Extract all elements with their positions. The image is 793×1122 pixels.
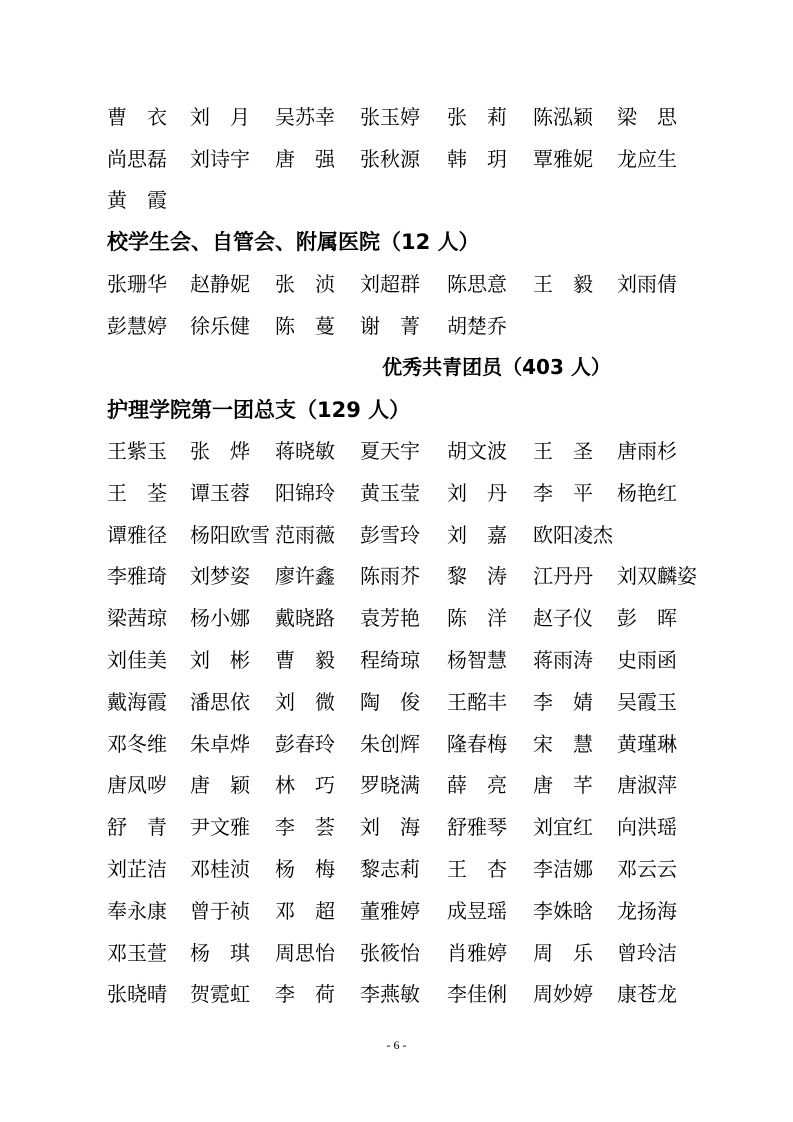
member-name: 王 毅 xyxy=(533,272,593,296)
member-name: 刘 丹 xyxy=(447,480,507,505)
member-name: 李佳俐 xyxy=(447,982,507,1007)
member-name: 李燕敏 xyxy=(360,982,420,1007)
member-name: 唐 强 xyxy=(275,146,335,171)
member-name: 蒋晓敏 xyxy=(275,439,335,463)
member-name: 张晓晴 xyxy=(107,982,167,1007)
member-name: 陶 俊 xyxy=(360,689,420,714)
member-name: 朱创辉 xyxy=(360,731,420,756)
member-name: 刘宜红 xyxy=(533,815,593,840)
member-name: 夏天宇 xyxy=(360,439,420,463)
member-name: 张玉婷 xyxy=(360,105,420,129)
member-name: 江丹丹 xyxy=(533,564,593,589)
member-name: 肖雅婷 xyxy=(447,940,507,965)
member-name: 彭雪玲 xyxy=(360,522,420,547)
member-name: 王 荃 xyxy=(107,480,167,505)
member-name: 徐乐健 xyxy=(190,313,250,338)
member-name: 杨 琪 xyxy=(190,940,250,965)
member-name: 林 巧 xyxy=(275,773,335,798)
member-name: 王紫玉 xyxy=(107,439,167,463)
member-name: 戴海霞 xyxy=(107,689,167,714)
center-title-outstanding-members: 优秀共青团员（403 人） xyxy=(382,355,611,379)
member-name: 张秋源 xyxy=(360,146,420,171)
member-name: 梁 思 xyxy=(617,105,677,129)
member-name: 杨艳红 xyxy=(617,480,677,505)
member-name: 刘 彬 xyxy=(190,648,250,672)
member-name: 张 烨 xyxy=(190,439,250,463)
member-name: 杨 梅 xyxy=(275,857,335,881)
member-name: 黄瑾琳 xyxy=(617,731,677,756)
member-name: 李 荷 xyxy=(275,982,335,1007)
member-name: 黄 霞 xyxy=(107,188,167,212)
member-name: 龙扬海 xyxy=(617,898,677,923)
page-number: - 6 - xyxy=(386,1038,407,1052)
member-name: 董雅婷 xyxy=(360,898,420,923)
member-name: 尹文雅 xyxy=(190,815,250,840)
member-name: 谭玉蓉 xyxy=(190,480,250,505)
member-name: 唐淑萍 xyxy=(617,773,677,798)
member-name: 胡楚乔 xyxy=(447,313,507,338)
member-name: 廖许鑫 xyxy=(275,564,335,589)
member-name: 舒雅琴 xyxy=(447,815,507,840)
member-name: 刘 嘉 xyxy=(447,522,507,547)
member-name: 周妙婷 xyxy=(533,982,593,1007)
member-name: 潘思依 xyxy=(190,689,250,714)
member-name: 李洁娜 xyxy=(533,857,593,881)
member-name: 张 莉 xyxy=(447,105,507,129)
member-name: 刘佳美 xyxy=(107,648,167,672)
member-name: 王 杏 xyxy=(447,857,507,881)
member-name: 王酩丰 xyxy=(447,689,507,714)
member-name: 覃雅妮 xyxy=(533,146,593,171)
member-name: 刘双麟姿 xyxy=(617,564,697,589)
member-name: 隆春梅 xyxy=(447,731,507,756)
member-name: 陈泓颖 xyxy=(533,105,593,129)
member-name: 刘梦姿 xyxy=(190,564,250,589)
member-name: 阳锦玲 xyxy=(275,480,335,505)
member-name: 成昱瑶 xyxy=(447,898,507,923)
member-name: 谢 菁 xyxy=(360,313,420,338)
member-name: 史雨函 xyxy=(617,648,677,672)
member-name: 陈 洋 xyxy=(447,606,507,631)
member-name: 胡文波 xyxy=(447,439,507,463)
member-name: 戴晓路 xyxy=(275,606,335,631)
member-name: 邓桂浈 xyxy=(190,857,250,881)
member-name: 周 乐 xyxy=(533,940,593,965)
section-heading-student-union: 校学生会、自管会、附属医院（12 人） xyxy=(107,230,480,254)
member-name: 王 圣 xyxy=(533,439,593,463)
member-name: 刘诗宇 xyxy=(190,146,250,171)
member-name: 李雅琦 xyxy=(107,564,167,589)
member-name: 陈思意 xyxy=(447,272,507,296)
member-name: 薛 亮 xyxy=(447,773,507,798)
member-name: 朱卓烨 xyxy=(190,731,250,756)
member-name: 彭慧婷 xyxy=(107,313,167,338)
member-name: 程绮琼 xyxy=(360,648,420,672)
member-name: 谭雅径 xyxy=(107,522,167,547)
member-name: 李 平 xyxy=(533,480,593,505)
member-name: 李 婧 xyxy=(533,689,593,714)
member-name: 曾玲洁 xyxy=(617,940,677,965)
section-heading-nursing-branch: 护理学院第一团总支（129 人） xyxy=(107,398,411,422)
member-name: 杨小娜 xyxy=(190,606,250,631)
member-name: 韩 玥 xyxy=(447,146,507,171)
member-name: 陈 蔓 xyxy=(275,313,335,338)
member-name: 张珊华 xyxy=(107,272,167,296)
member-name: 唐 颖 xyxy=(190,773,250,798)
member-name: 唐雨杉 xyxy=(617,439,677,463)
member-name: 曹 毅 xyxy=(275,648,335,672)
member-name: 贺霓虹 xyxy=(190,982,250,1007)
member-name: 刘超群 xyxy=(360,272,420,296)
member-name: 吴霞玉 xyxy=(617,689,677,714)
member-name: 黄玉莹 xyxy=(360,480,420,505)
member-name: 邓 超 xyxy=(275,898,335,923)
member-name: 张 浈 xyxy=(275,272,335,296)
member-name: 宋 慧 xyxy=(533,731,593,756)
member-name: 黎志莉 xyxy=(360,857,420,881)
member-name: 杨智慧 xyxy=(447,648,507,672)
member-name: 彭 晖 xyxy=(617,606,677,631)
member-name: 彭春玲 xyxy=(275,731,335,756)
member-name: 邓玉萱 xyxy=(107,940,167,965)
member-name: 龙应生 xyxy=(617,146,677,171)
member-name: 李姝晗 xyxy=(533,898,593,923)
member-name: 唐 芊 xyxy=(533,773,593,798)
member-name: 刘 月 xyxy=(190,105,250,129)
member-name: 奉永康 xyxy=(107,898,167,923)
member-name: 唐凤哕 xyxy=(107,773,167,798)
member-name: 蒋雨涛 xyxy=(533,648,593,672)
member-name: 邓云云 xyxy=(617,857,677,881)
member-name: 尚思磊 xyxy=(107,146,167,171)
member-name: 范雨薇 xyxy=(275,522,335,547)
member-name: 赵子仪 xyxy=(533,606,593,631)
member-name: 曾于祯 xyxy=(190,898,250,923)
member-name: 罗晓满 xyxy=(360,773,420,798)
member-name: 刘 微 xyxy=(275,689,335,714)
member-name: 赵静妮 xyxy=(190,272,250,296)
member-name: 黎 涛 xyxy=(447,564,507,589)
member-name: 陈雨芥 xyxy=(360,564,420,589)
member-name: 袁芳艳 xyxy=(360,606,420,631)
member-name: 吴苏幸 xyxy=(275,105,335,129)
member-name: 曹 衣 xyxy=(107,105,167,129)
member-name: 向洪瑶 xyxy=(617,815,677,840)
member-name: 周思怡 xyxy=(275,940,335,965)
member-name: 刘 海 xyxy=(360,815,420,840)
member-name: 欧阳凌杰 xyxy=(533,522,613,547)
member-name: 舒 青 xyxy=(107,815,167,840)
member-name: 张筱怡 xyxy=(360,940,420,965)
member-name: 刘芷洁 xyxy=(107,857,167,881)
member-name: 康苍龙 xyxy=(617,982,677,1007)
member-name: 李 荟 xyxy=(275,815,335,840)
member-name: 邓冬维 xyxy=(107,731,167,756)
member-name: 梁茜琼 xyxy=(107,606,167,631)
member-name: 刘雨倩 xyxy=(617,272,677,296)
member-name: 杨阳欧雪 xyxy=(190,522,270,547)
